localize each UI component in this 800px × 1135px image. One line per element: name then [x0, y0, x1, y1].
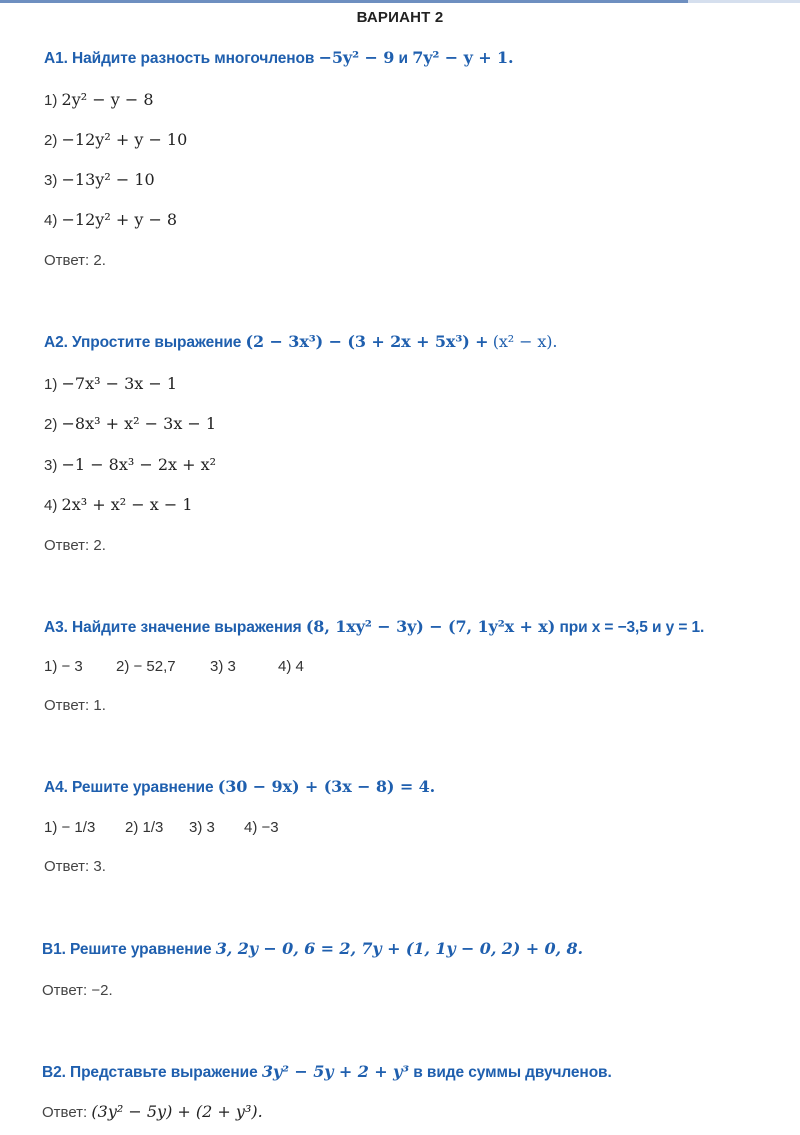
question-a1-joiner: и: [398, 50, 408, 67]
option-expression: 2y² − y − 8: [61, 90, 154, 109]
option-expression: −8x³ + x² − 3x − 1: [61, 414, 217, 433]
b2-answer: [42, 1102, 263, 1121]
a2-option-2: [44, 414, 216, 433]
question-b1: [42, 939, 583, 959]
a2-option-4: [44, 495, 193, 514]
question-b2-label: В2. Представьте выражение: [42, 1064, 258, 1081]
a1-option-3: [44, 170, 155, 189]
question-a2: [44, 332, 557, 352]
option-number: 1): [44, 376, 58, 393]
question-b1-label: В1. Решите уравнение: [42, 941, 212, 958]
question-a1-expr1: −5y² − 9: [318, 48, 395, 67]
a3-option-2: 2) − 52,7: [116, 658, 176, 675]
question-a1: [44, 48, 514, 68]
a3-answer: Ответ: 1.: [44, 697, 106, 714]
question-a3-expr: (8, 1xy² − 3y) − (7, 1y²x + x): [305, 617, 556, 636]
a3-option-4: 4) 4: [278, 658, 304, 675]
a4-option-2: 2) 1/3: [125, 819, 164, 836]
b2-answer-label: Ответ:: [42, 1104, 88, 1121]
variant-title: ВАРИАНТ 2: [356, 9, 444, 26]
option-number: 3): [44, 172, 58, 189]
option-expression: −7x³ − 3x − 1: [61, 374, 178, 393]
a1-option-2: [44, 130, 187, 149]
option-expression: 2x³ + x² − x − 1: [61, 495, 193, 514]
question-a4: [44, 777, 435, 797]
top-divider-light: [688, 0, 800, 3]
a1-answer: Ответ: 2.: [44, 252, 106, 269]
option-number: 2): [44, 132, 58, 149]
question-a3-label: А3. Найдите значение выражения: [44, 619, 302, 636]
question-b1-expr: 3, 2y − 0, 6 = 2, 7y + (1, 1y − 0, 2) + 0, 8.: [215, 939, 583, 958]
option-expression: −1 − 8x³ − 2x + x²: [61, 455, 217, 474]
a4-option-1: 1) − 1/3: [44, 819, 96, 836]
option-number: 4): [44, 212, 58, 229]
option-expression: −12y² + y − 10: [61, 130, 188, 149]
top-divider: [0, 0, 688, 3]
a3-option-3: 3) 3: [210, 658, 236, 675]
a1-option-1: [44, 90, 154, 109]
option-expression: −13y² − 10: [61, 170, 155, 189]
a2-answer: Ответ: 2.: [44, 537, 106, 554]
question-a2-label: А2. Упростите выражение: [44, 334, 242, 351]
question-a1-label: А1. Найдите разность многочленов: [44, 50, 315, 67]
a3-option-1: 1) − 3: [44, 658, 83, 675]
question-a2-expr-tail: (x² − x).: [492, 332, 558, 351]
question-a1-expr2: 7y² − y + 1.: [412, 48, 514, 67]
question-a4-expr: (30 − 9x) + (3x − 8) = 4.: [217, 777, 436, 796]
question-a2-expr: (2 − 3x³) − (3 + 2x + 5x³) +: [245, 332, 489, 351]
option-number: 3): [44, 457, 58, 474]
a2-option-1: [44, 374, 177, 393]
a1-option-4: [44, 210, 177, 229]
a2-option-3: [44, 455, 216, 474]
question-b2-tail: в виде суммы двучленов.: [413, 1064, 612, 1081]
a4-option-4: 4) −3: [244, 819, 279, 836]
option-number: 1): [44, 92, 58, 109]
b1-answer: Ответ: −2.: [42, 982, 113, 999]
question-b2: [42, 1062, 612, 1082]
question-a3: [44, 617, 704, 637]
question-a4-label: А4. Решите уравнение: [44, 779, 214, 796]
question-b2-expr: 3y² − 5y + 2 + y³: [261, 1062, 410, 1081]
option-number: 2): [44, 416, 58, 433]
option-number: 4): [44, 497, 58, 514]
a4-option-3: 3) 3: [189, 819, 215, 836]
option-expression: −12y² + y − 8: [61, 210, 178, 229]
a4-answer: Ответ: 3.: [44, 858, 106, 875]
question-a3-tail: при x = −3,5 и y = 1.: [559, 619, 705, 636]
b2-answer-expression: (3y² − 5y) + (2 + y³).: [91, 1102, 263, 1121]
